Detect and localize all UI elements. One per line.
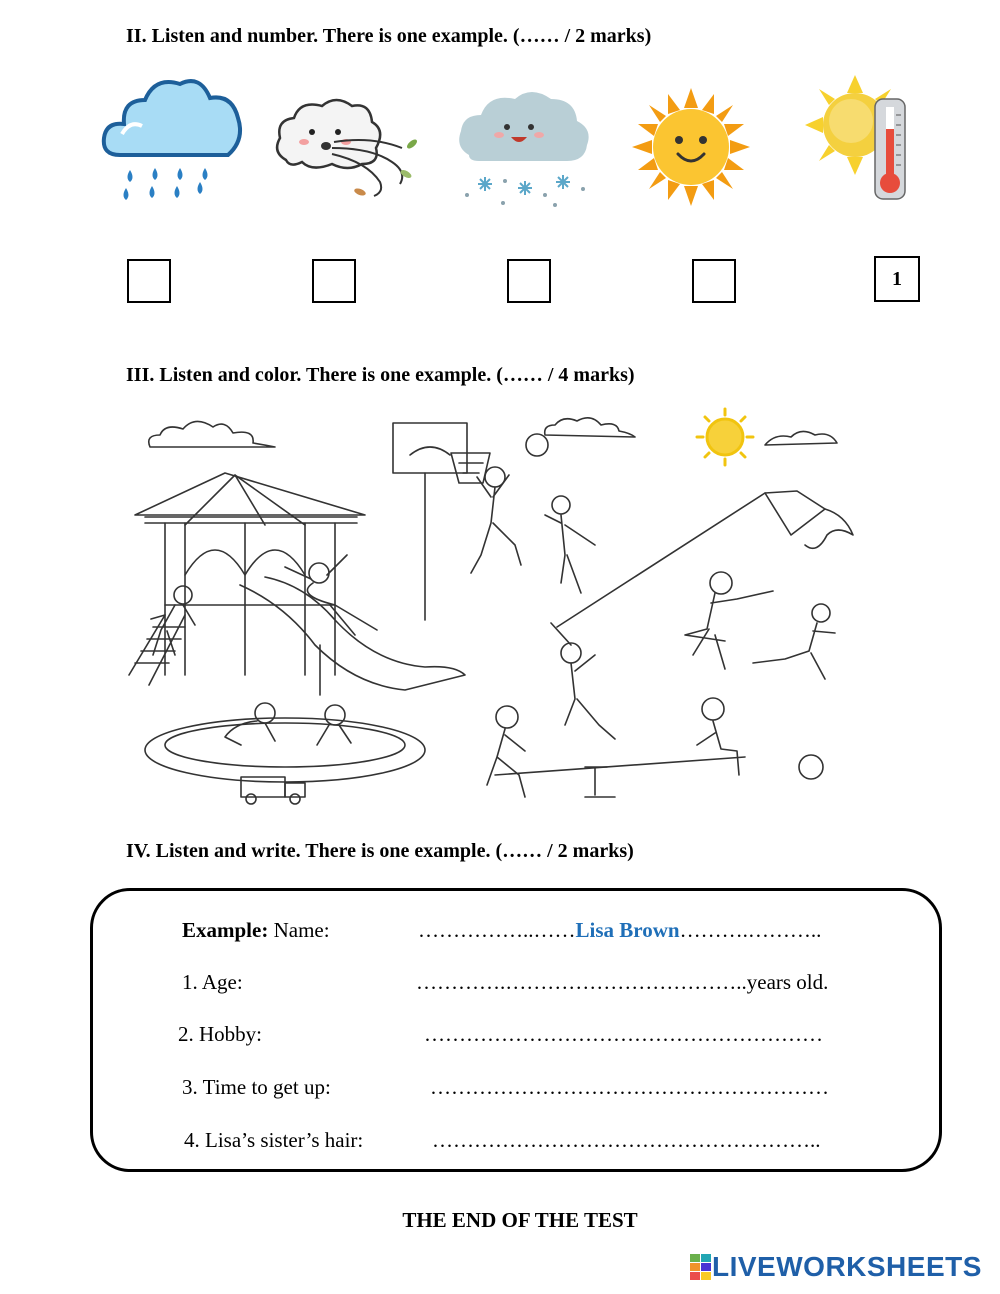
windy-icon xyxy=(272,92,427,202)
sandbox-children xyxy=(225,703,351,745)
hobby-label: 2. Hobby: xyxy=(178,1022,262,1046)
example-answer: Lisa Brown xyxy=(575,918,680,942)
ladder xyxy=(129,615,185,685)
cloud-right xyxy=(765,431,837,445)
section-2-title: II. Listen and number. There is one example. (…… / 2 marks) xyxy=(126,25,652,47)
cloud-left xyxy=(149,421,275,447)
seesaw xyxy=(495,757,745,797)
example-dots-after: ……….……….. xyxy=(679,918,822,942)
liveworksheets-mark-icon xyxy=(690,1254,712,1280)
playground-coloring-picture[interactable] xyxy=(125,405,865,815)
climbing-boy xyxy=(151,586,195,655)
boy-with-ball xyxy=(471,434,548,573)
age-answer-field[interactable]: ………….……………………………..years old. xyxy=(416,970,829,994)
sunny-icon xyxy=(632,88,750,206)
sandbox xyxy=(145,718,425,782)
liveworksheets-brand-text: LIVEWORKSHEETS xyxy=(712,1251,982,1282)
sister-hair-answer-field[interactable]: ……………………………………………….. xyxy=(432,1128,821,1152)
hot-icon xyxy=(805,75,925,205)
get-up-time-label: 3. Time to get up: xyxy=(182,1075,331,1099)
end-of-test-text: THE END OF THE TEST xyxy=(402,1208,638,1232)
sun-drawing xyxy=(697,409,753,465)
slide xyxy=(240,577,465,695)
example-answer-line xyxy=(418,918,821,943)
answer-box-snowy[interactable] xyxy=(507,259,551,303)
jumping-boy xyxy=(545,496,595,593)
answer-box-hot-example: 1 xyxy=(874,256,920,302)
running-girl xyxy=(685,572,773,669)
cloud-middle xyxy=(545,418,635,437)
example-label: Example: xyxy=(182,918,269,942)
get-up-time-answer-field[interactable]: ………………………………………………… xyxy=(430,1075,829,1099)
liveworksheets-logo[interactable] xyxy=(690,1252,982,1282)
kite xyxy=(557,491,853,627)
example-field-label: Name: xyxy=(273,918,330,942)
example-label-row xyxy=(182,918,330,943)
seesaw-children xyxy=(487,698,739,797)
basketball-hoop xyxy=(393,423,490,620)
running-boy xyxy=(753,604,835,679)
hobby-answer-field[interactable]: ………………………………………………… xyxy=(424,1022,823,1046)
ball xyxy=(799,755,823,779)
snowy-icon xyxy=(455,85,595,210)
rainy-icon xyxy=(100,70,245,205)
answer-box-sunny[interactable] xyxy=(692,259,736,303)
sister-hair-label: 4. Lisa’s sister’s hair: xyxy=(184,1128,364,1152)
kite-boy xyxy=(551,623,615,739)
example-dots-before: ……………..…… xyxy=(418,918,576,942)
age-label: 1. Age: xyxy=(182,970,243,994)
answer-box-windy[interactable] xyxy=(312,259,356,303)
section-3-title: III. Listen and color. There is one example. (…… / 4 marks) xyxy=(126,364,635,386)
answer-box-rainy[interactable] xyxy=(127,259,171,303)
section-4-title: IV. Listen and write. There is one example. (…… / 2 marks) xyxy=(126,840,634,862)
